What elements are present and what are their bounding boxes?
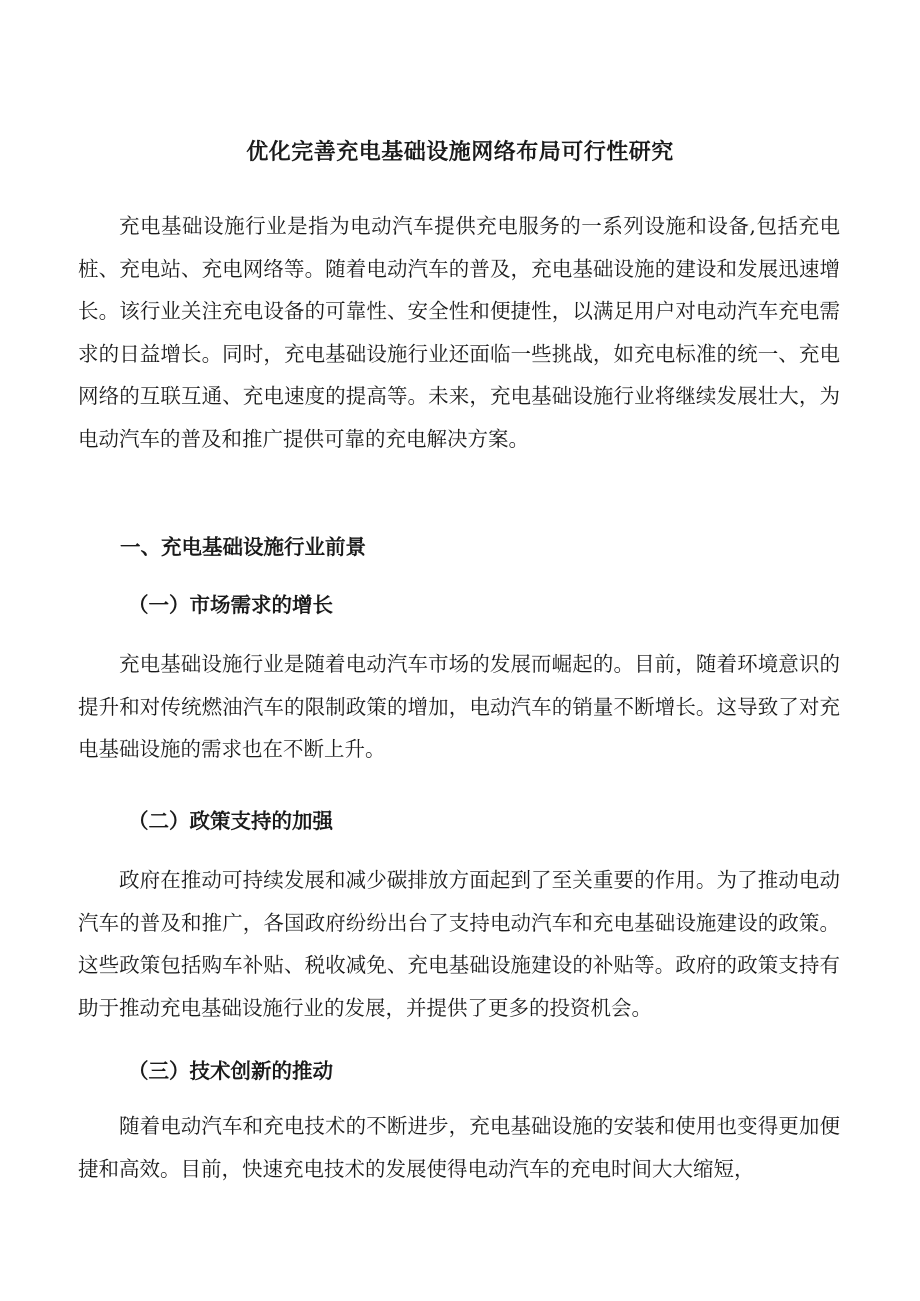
intro-paragraph: 充电基础设施行业是指为电动汽车提供充电服务的一系列设施和设备,包括充电桩、充电站、充电网络等。随着电动汽车的普及，充电基础设施的建设和发展迅速增长。该行业关注充电设备的可靠性、安全性和便捷性，以满足用户对电动汽车充电需求的日益增长。同时，充电基础设施行业还面临一些挑战，如充电标准的统一、充电网络的互联互通、充电速度的提高等。未来，充电基础设施行业将继续发展壮大，为电动汽车的普及和推广提供可靠的充电解决方案。 (78, 214, 840, 451)
policy-support-paragraph: 政府在推动可持续发展和减少碳排放方面起到了至关重要的作用。为了推动电动汽车的普及和推广，各国政府纷纷出台了支持电动汽车和充电基础设施建设的政策。这些政策包括购车补贴、税收减免、充电基础设施建设的补贴等。政府的政策支持有助于推动充电基础设施行业的发展，并提供了更多的投资机会。 (78, 868, 840, 1020)
section-heading-industry-outlook: 一、充电基础设施行业前景 (120, 535, 366, 559)
tech-innovation-paragraph: 随着电动汽车和充电技术的不断进步，充电基础设施的安装和使用也变得更加便捷和高效。目前，快速充电技术的发展使得电动汽车的充电时间大大缩短， (78, 1114, 840, 1181)
subheading-tech-innovation: （三）技术创新的推动 (128, 1059, 333, 1083)
subheading-policy-support: （二）政策支持的加强 (128, 809, 333, 833)
subheading-market-demand: （一）市场需求的增长 (128, 593, 333, 617)
market-demand-paragraph: 充电基础设施行业是随着电动汽车市场的发展而崛起的。目前，随着环境意识的提升和对传统燃油汽车的限制政策的增加，电动汽车的销量不断增长。这导致了对充电基础设施的需求也在不断上升。 (78, 652, 840, 761)
document-title: 优化完善充电基础设施网络布局可行性研究 (246, 139, 674, 165)
